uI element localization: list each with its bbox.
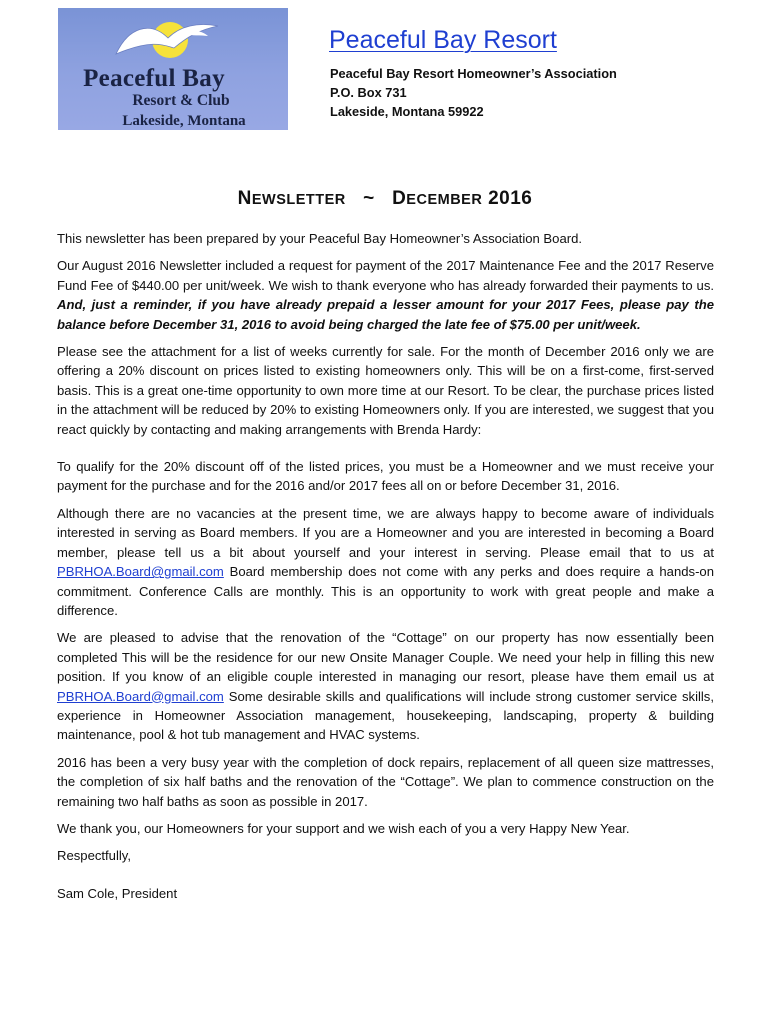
manager-email-link[interactable]: PBRHOA.Board@gmail.com (57, 688, 224, 704)
association-address (330, 64, 617, 121)
intro-paragraph: This newsletter has been prepared by your Peaceful Bay Homeowner’s Association Board. (57, 231, 583, 246)
logo-subtitle: Resort & Club (132, 92, 230, 109)
association-name: Peaceful Bay Resort Homeowner’s Association (330, 66, 617, 81)
qualify-paragraph: To qualify for the 20% discount off of the listed prices, you must be a Homeowner and we must receive your payment for the purchase and for the 2016 and/or 2017 fees all on or before December 31, 2016. (57, 459, 714, 494)
resort-logo (58, 8, 288, 130)
logo-title: Peaceful Bay (83, 65, 225, 92)
fees-paragraph: Our August 2016 Newsletter included a request for payment of the 2017 Maintenance Fee and the 2017 Reserve Fund Fee of $440.00 per unit/week. We wish to thank everyone who has already forwarded their payments to us. And, just a reminder, if you have already prepaid a lesser amount for your 2017 Fees, please pay the balance before December 31, 2016 to avoid being charged the late fee of $75.00 per unit/week. (57, 258, 714, 332)
signature: Sam Cole, President (57, 885, 178, 901)
closing: Respectfully, (57, 848, 131, 864)
fees-reminder: And, just a reminder, if you have already prepaid a lesser amount for your 2017 Fees, please pay the balance before December 31, 2016 to avoid being charged the late fee of $75.00 per unit/week. (57, 297, 714, 332)
newsletter-title: NEWSLETTER ~ DECEMBER 2016 (237, 188, 533, 209)
discount-paragraph: Please see the attachment for a list of weeks currently for sale. For the month of December 2016 only we are offering a 20% discount on prices listed to existing homeowners only. This will be on a first-come, first-served basis. This is a great one-time opportunity to own more time at our Resort. To be clear, the purchase prices listed in the attachment will be reduced by 20% to existing Homeowners only. If you are interested, we suggest that you react quickly by contacting and making arrangements with Brenda Hardy: (57, 344, 714, 437)
po-box: P.O. Box 731 (330, 85, 407, 100)
cottage-paragraph: We are pleased to advise that the renovation of the “Cottage” on our property has now essentially been completed This will be the residence for our new Onsite Manager Couple. We need your help in filling this new position. If you know of an eligible couple interested in managing our resort, please have them email us at PBRHOA.Board@gmail.com Some desirable skills and qualifications will include strong customer service skills, experience in Homeowner Association management, housekeeping, landscaping, property & building maintenance, pool & hot tub management and HVAC systems. (57, 630, 714, 743)
board-email-link[interactable]: PBRHOA.Board@gmail.com (57, 564, 224, 580)
resort-title: Peaceful Bay Resort (329, 26, 557, 54)
thanks-paragraph: We thank you, our Homeowners for your support and we wish each of you a very Happy New Year. (57, 820, 630, 836)
newsletter-body (57, 229, 714, 911)
city-line: Lakeside, Montana 59922 (330, 104, 484, 119)
year-summary-paragraph: 2016 has been a very busy year with the completion of dock repairs, replacement of all queen size mattresses, the completion of six half baths and the renovation of the “Cottage”. We plan to commence construction on the remaining two half baths as soon as possible in 2017. (57, 754, 714, 809)
logo-location: Lakeside, Montana (122, 113, 246, 129)
board-paragraph: Although there are no vacancies at the present time, we are always happy to become aware of individuals interested in serving as Board members. If you are a Homeowner and you are interested in becoming a Board member, please tell us a bit about yourself and your interest in serving. Please email that to us at PBRHOA.Board@gmail.com Board membership does not come with any perks and does require a hands-on commitment. Conference Calls are monthly. This is an opportunity to work with great people and make a difference. (57, 505, 714, 618)
